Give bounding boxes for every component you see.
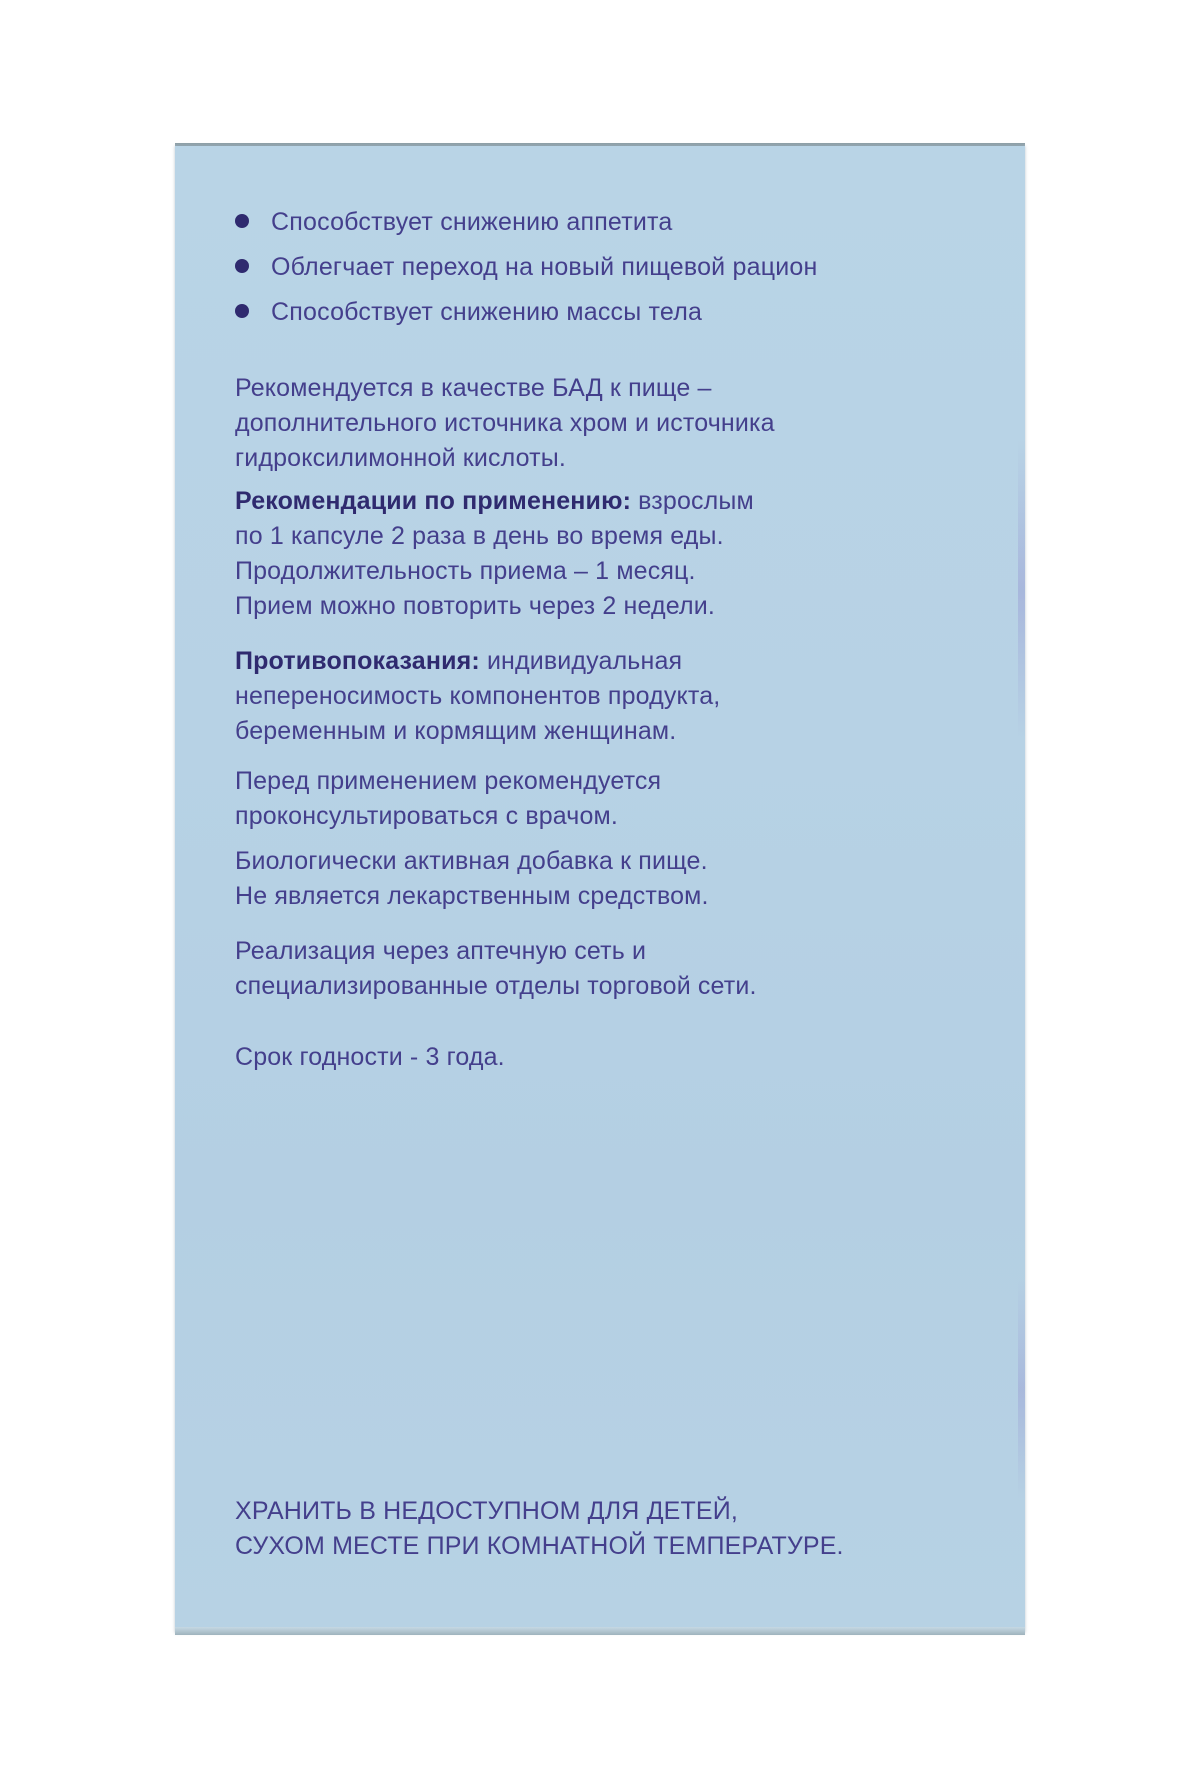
box-bottom-edge [175,1627,1025,1635]
text-line: ХРАНИТЬ В НЕДОСТУПНОМ ДЛЯ ДЕТЕЙ, [235,1497,738,1525]
text-line: гидроксилимонной кислоты. [235,444,566,472]
contraindications-paragraph [235,644,720,749]
text-line: Рекомендуется в качестве БАД к пище – [235,374,712,402]
benefits-list [235,205,818,340]
benefit-item [235,205,818,250]
text-line [235,484,754,519]
shelf-life-text [235,1040,505,1075]
text-line: специализированные отделы торговой сети. [235,972,757,1000]
text-line: Прием можно повторить через 2 недели. [235,592,715,620]
text-line: проконсультироваться с врачом. [235,802,618,830]
usage-heading: Рекомендации по применению: [235,487,632,515]
bullet-dot-icon [235,304,249,318]
benefit-item [235,250,818,295]
text-line: Реализация через аптечную сеть и [235,937,647,965]
supplement-notice-paragraph [235,844,709,914]
contraindications-text: индивидуальная [479,647,683,675]
usage-text: взрослым [631,487,754,515]
text-line: СУХОМ МЕСТЕ ПРИ КОМНАТНОЙ ТЕМПЕРАТУРЕ. [235,1532,844,1560]
sale-paragraph [235,934,757,1004]
text-line: Продолжительность приема – 1 месяц. [235,557,696,585]
text-line: Срок годности - 3 года. [235,1043,505,1071]
benefit-text: Способствует снижению массы тела [271,298,703,326]
box-side-tint [1018,1280,1025,1500]
text-line: беременным и кормящим женщинам. [235,717,677,745]
bullet-dot-icon [235,214,249,228]
usage-paragraph [235,484,754,624]
text-line: Не является лекарственным средством. [235,882,709,910]
benefit-text: Облегчает переход на новый пищевой рацион [271,253,818,281]
text-line: по 1 капсуле 2 раза в день во время еды. [235,522,724,550]
box-side-tint [1018,440,1025,740]
bullet-dot-icon [235,259,249,273]
text-line [235,644,720,679]
benefit-item [235,295,818,340]
consult-paragraph [235,764,661,834]
text-line: Биологически активная добавка к пище. [235,847,708,875]
recommended-paragraph [235,371,775,476]
text-line: дополнительного источника хром и источника [235,409,775,437]
text-line: непереносимость компонентов продукта, [235,682,721,710]
benefit-text: Способствует снижению аппетита [271,208,673,236]
contraindications-heading: Противопоказания: [235,647,480,675]
text-line: Перед применением рекомендуется [235,767,662,795]
storage-instructions [235,1494,844,1564]
